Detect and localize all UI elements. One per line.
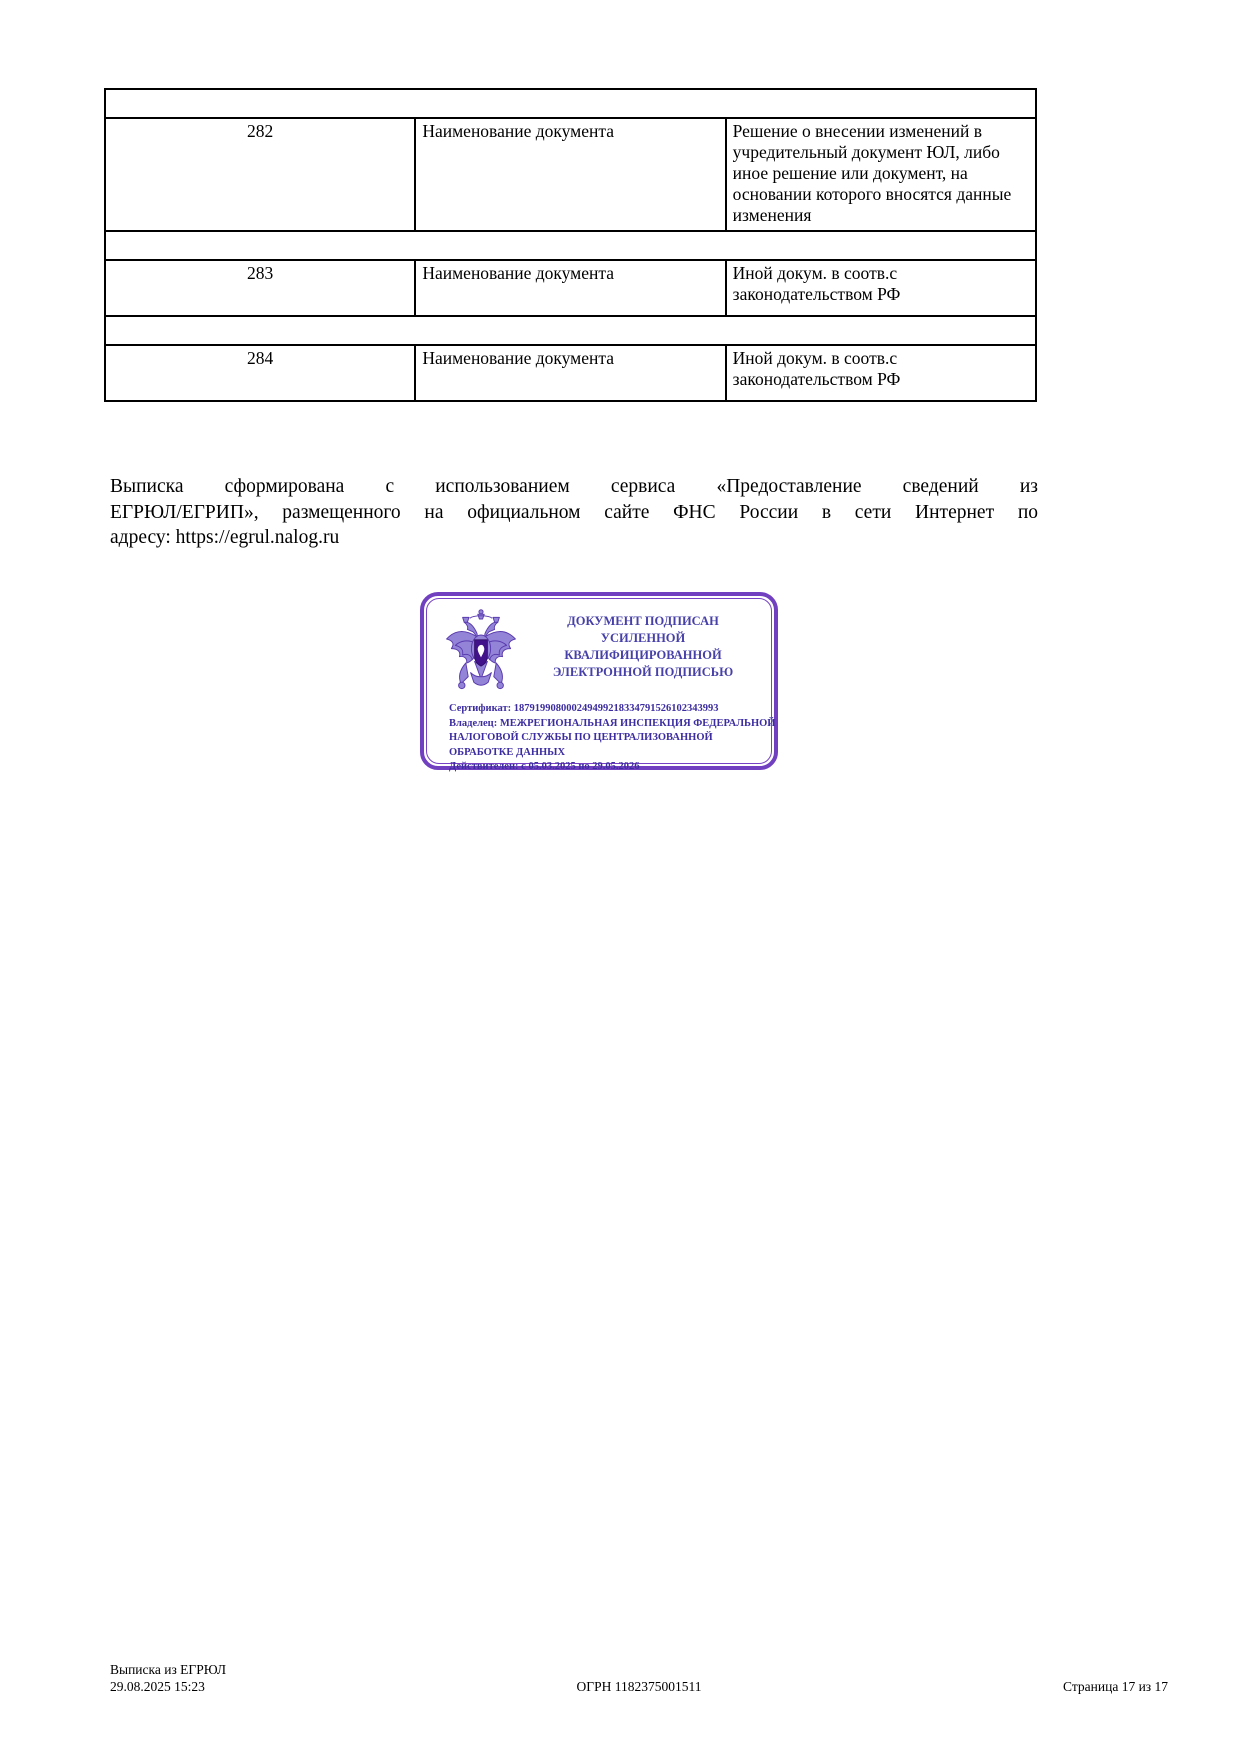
- row-label: Наименование документа: [415, 118, 725, 231]
- footer-ogrn: ОГРН 1182375001511: [576, 1678, 702, 1694]
- coat-of-arms-eagle-icon: [439, 607, 523, 699]
- stamp-details: [449, 702, 779, 775]
- table-row: [105, 118, 1036, 231]
- table-spacer-row: [105, 231, 1036, 260]
- stamp-title-line: ЭЛЕКТРОННОЙ ПОДПИСЬЮ: [552, 665, 734, 679]
- row-number: 283: [105, 260, 415, 316]
- stamp-title-line: УСИЛЕННОЙ КВАЛИФИЦИРОВАННОЙ: [564, 631, 722, 662]
- row-label: Наименование документа: [415, 345, 725, 401]
- table-spacer-row: [105, 316, 1036, 345]
- owner-line: Владелец: МЕЖРЕГИОНАЛЬНАЯ ИНСПЕКЦИЯ ФЕДЕРАЛЬНОЙ НАЛОГОВОЙ СЛУЖБЫ ПО ЦЕНТРАЛИЗОВАННОЙ ОБРАБОТКЕ ДАННЫХ: [449, 717, 776, 758]
- footer-doc-type: Выписка из ЕГРЮЛ: [110, 1662, 227, 1677]
- stamp-title-line: ДОКУМЕНТ ПОДПИСАН: [567, 614, 719, 628]
- digital-signature-stamp: [420, 592, 778, 770]
- table-spacer-row: [105, 89, 1036, 118]
- stamp-title: [523, 613, 763, 681]
- document-rows-table: [104, 88, 1037, 402]
- row-label: Наименование документа: [415, 260, 725, 316]
- footer-datetime: 29.08.2025 15:23: [110, 1678, 205, 1694]
- row-value: Иной докум. в соотв.с законодательством РФ: [726, 260, 1036, 316]
- row-number: 282: [105, 118, 415, 231]
- note-line: адресу: https://egrul.nalog.ru: [110, 527, 340, 548]
- validity-line: Действителен: с 05.03.2025 по 29.05.2026: [449, 761, 640, 772]
- row-number: 284: [105, 345, 415, 401]
- service-note-paragraph: [110, 474, 1038, 551]
- certificate-line: Сертификат: 187919908000249499218334791526102343993: [449, 703, 719, 714]
- footer-page-number: Страница 17 из 17: [1063, 1678, 1168, 1694]
- table-row: [105, 345, 1036, 401]
- row-value: Решение о внесении изменений в учредительный документ ЮЛ, либо иное решение или документ, на основании которого вносятся данные изменения: [726, 118, 1036, 231]
- note-line: ЕГРЮЛ/ЕГРИП», размещенного на официальном сайте ФНС России в сети Интернет по: [110, 501, 1038, 523]
- row-value: Иной докум. в соотв.с законодательством РФ: [726, 345, 1036, 401]
- note-line: Выписка сформирована с использованием сервиса «Предоставление сведений из: [110, 476, 1038, 497]
- table-row: [105, 260, 1036, 316]
- stamp-inner-frame: [426, 598, 776, 772]
